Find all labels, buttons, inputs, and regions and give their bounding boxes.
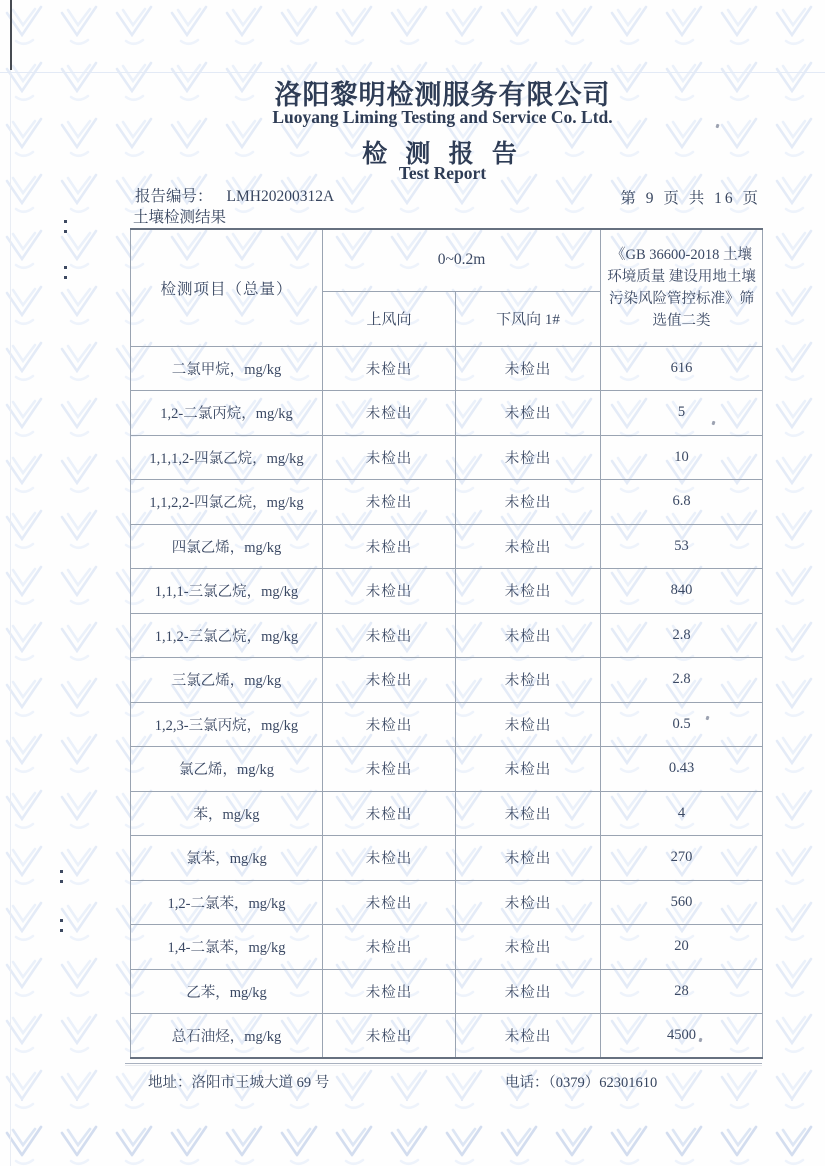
upwind-result: 未检出	[323, 836, 456, 881]
company-name-en: Luoyang Liming Testing and Service Co. Ltd.	[272, 107, 613, 127]
table-row	[131, 836, 763, 881]
item-name: 总石油烃，mg/kg	[131, 1014, 323, 1059]
item-name: 1,1,1,2-四氯乙烷，mg/kg	[131, 435, 323, 480]
section-title: 土壤检测结果	[133, 209, 227, 226]
table-row	[131, 658, 763, 703]
downwind-result: 未检出	[456, 747, 601, 792]
item-name: 三氯乙烯，mg/kg	[131, 658, 323, 703]
table-row	[131, 791, 763, 836]
screening-limit: 28	[601, 969, 763, 1014]
col-header-standard: 《GB 36600-2018 土壤环境质量 建设用地土壤污染风险管控标准》筛选值二类	[601, 229, 763, 346]
item-name: 1,4-二氯苯，mg/kg	[131, 925, 323, 970]
table-row	[131, 613, 763, 658]
report-number-label: 报告编号：	[135, 188, 213, 205]
downwind-result: 未检出	[456, 569, 601, 614]
report-title-en: Test Report	[398, 163, 487, 183]
screening-limit: 20	[601, 925, 763, 970]
screening-limit: 53	[601, 524, 763, 569]
downwind-result: 未检出	[456, 658, 601, 703]
downwind-result: 未检出	[456, 969, 601, 1014]
table-row	[131, 435, 763, 480]
upwind-result: 未检出	[323, 524, 456, 569]
upwind-result: 未检出	[323, 613, 456, 658]
upwind-result: 未检出	[323, 969, 456, 1014]
downwind-result: 未检出	[456, 524, 601, 569]
screening-limit: 616	[601, 346, 763, 391]
screening-limit: 6.8	[601, 480, 763, 525]
screening-limit: 10	[601, 435, 763, 480]
company-name-cn: 洛阳黎明检测服务有限公司	[274, 80, 611, 110]
downwind-result: 未检出	[456, 613, 601, 658]
item-name: 1,2,3-三氯丙烷，mg/kg	[131, 702, 323, 747]
upwind-result: 未检出	[323, 435, 456, 480]
table-row	[131, 524, 763, 569]
table-row	[131, 880, 763, 925]
upwind-result: 未检出	[323, 925, 456, 970]
downwind-result: 未检出	[456, 391, 601, 436]
table-row	[131, 702, 763, 747]
page-indicator: 第 9 页 共 16 页	[620, 190, 761, 207]
upwind-result: 未检出	[323, 747, 456, 792]
table-row	[131, 1014, 763, 1059]
screening-limit: 560	[601, 880, 763, 925]
report-number-value: LMH20200312A	[226, 188, 335, 205]
table-row	[131, 747, 763, 792]
downwind-result: 未检出	[456, 925, 601, 970]
upwind-result: 未检出	[323, 569, 456, 614]
footer-phone: 电话：（0379）62301610	[505, 1075, 658, 1091]
footer-address: 地址：洛阳市王城大道 69 号	[148, 1075, 330, 1091]
item-name: 1,2-二氯苯，mg/kg	[131, 880, 323, 925]
scan-edge-line	[10, 70, 11, 1166]
screening-limit: 2.8	[601, 613, 763, 658]
screening-limit: 5	[601, 391, 763, 436]
screening-limit: 270	[601, 836, 763, 881]
item-name: 1,1,2,2-四氯乙烷，mg/kg	[131, 480, 323, 525]
downwind-result: 未检出	[456, 1014, 601, 1059]
screening-limit: 0.5	[601, 702, 763, 747]
item-name: 乙苯，mg/kg	[131, 969, 323, 1014]
margin-mark	[60, 868, 64, 884]
col-header-depth: 0~0.2m	[323, 229, 601, 291]
item-name: 四氯乙烯，mg/kg	[131, 524, 323, 569]
col-header-downwind: 下风向 1#	[456, 291, 601, 346]
report-title-cn: 检 测 报 告	[362, 141, 523, 168]
screening-limit: 4	[601, 791, 763, 836]
report-number-line	[135, 184, 334, 206]
item-name: 1,1,1-三氯乙烷，mg/kg	[131, 569, 323, 614]
margin-mark	[60, 917, 64, 933]
item-name: 二氯甲烷，mg/kg	[131, 346, 323, 391]
item-name: 氯苯，mg/kg	[131, 836, 323, 881]
upwind-result: 未检出	[323, 880, 456, 925]
screening-limit: 840	[601, 569, 763, 614]
footer-divider	[125, 1063, 762, 1064]
scan-edge-mark	[10, 0, 12, 70]
screening-limit: 0.43	[601, 747, 763, 792]
downwind-result: 未检出	[456, 791, 601, 836]
downwind-result: 未检出	[456, 480, 601, 525]
downwind-result: 未检出	[456, 435, 601, 480]
table-row	[131, 391, 763, 436]
soil-results-table	[130, 228, 763, 1059]
item-name: 1,2-二氯丙烷，mg/kg	[131, 391, 323, 436]
table-row	[131, 346, 763, 391]
upwind-result: 未检出	[323, 1014, 456, 1059]
upwind-result: 未检出	[323, 391, 456, 436]
downwind-result: 未检出	[456, 702, 601, 747]
upwind-result: 未检出	[323, 702, 456, 747]
table-row	[131, 569, 763, 614]
item-name: 1,1,2-三氯乙烷，mg/kg	[131, 613, 323, 658]
downwind-result: 未检出	[456, 880, 601, 925]
margin-mark	[64, 264, 68, 280]
downwind-result: 未检出	[456, 346, 601, 391]
upwind-result: 未检出	[323, 480, 456, 525]
table-row	[131, 480, 763, 525]
margin-mark	[64, 218, 68, 234]
screening-limit: 2.8	[601, 658, 763, 703]
table-row	[131, 925, 763, 970]
upwind-result: 未检出	[323, 658, 456, 703]
col-header-upwind: 上风向	[323, 291, 456, 346]
downwind-result: 未检出	[456, 836, 601, 881]
item-name: 氯乙烯，mg/kg	[131, 747, 323, 792]
upwind-result: 未检出	[323, 346, 456, 391]
col-header-item: 检测项目（总量）	[131, 229, 323, 346]
upwind-result: 未检出	[323, 791, 456, 836]
table-row	[131, 969, 763, 1014]
item-name: 苯，mg/kg	[131, 791, 323, 836]
screening-limit: 4500	[601, 1014, 763, 1059]
